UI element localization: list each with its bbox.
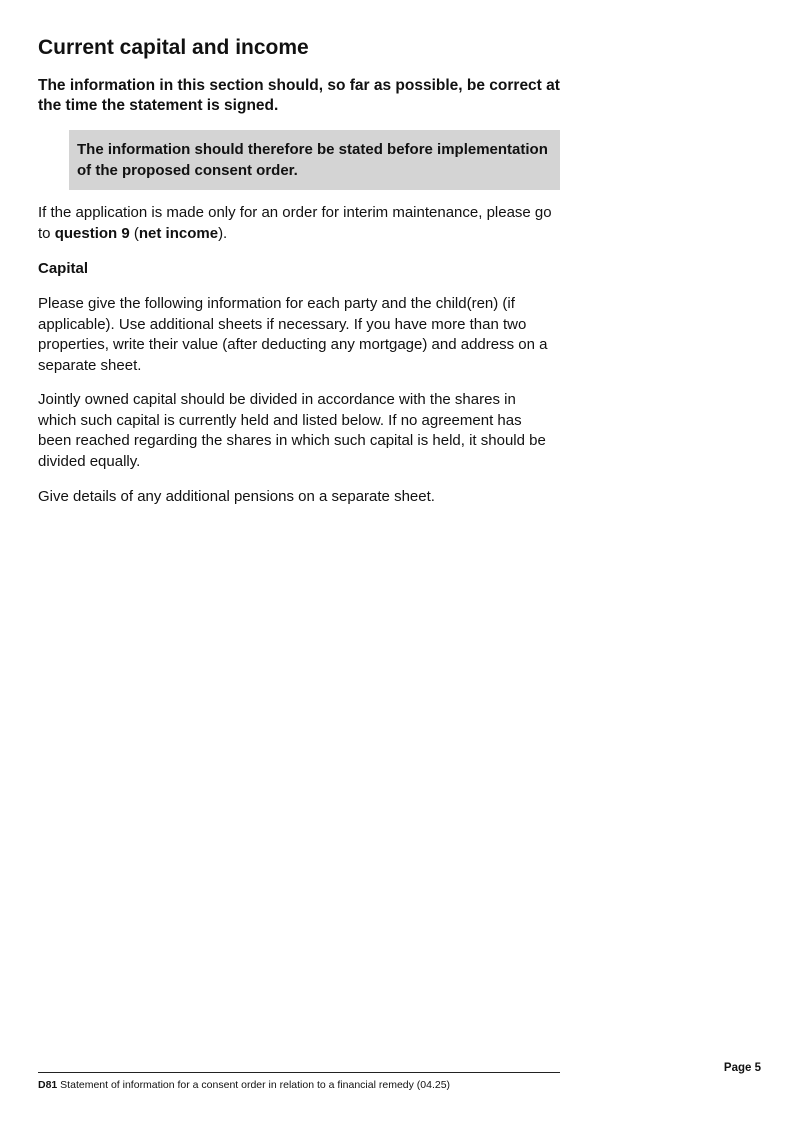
info-callout <box>69 130 560 190</box>
footer-form-info <box>38 1078 450 1092</box>
section-intro: The information in this section should, so far as possible, be correct at the time the statement is signed. <box>38 77 560 114</box>
page-number: Page 5 <box>723 1062 761 1074</box>
form-code: D81 <box>38 1079 58 1091</box>
jointly-owned-capital-note: Jointly owned capital should be divided in accordance with the shares in which such capital is currently held and listed below. If no agreement has been reached regarding the shares in which such capital is held, it should be divided equally. <box>38 391 546 470</box>
callout-text-before: The information should therefore be stated <box>77 141 388 158</box>
paren-close: ). <box>218 224 228 242</box>
capital-instructions: Please give the following information for each party and the child(ren) (if applicable). Use additional sheets if necessary. If you have more than two properties, write their value (after deducting any mortgage) and address on a separate sheet. <box>38 295 548 374</box>
form-title: Statement of information for a consent order in relation to a financial remedy (04.25) <box>57 1079 451 1091</box>
paren-open: ( <box>129 224 139 242</box>
capital-heading: Capital <box>38 260 89 277</box>
callout-emphasis: before <box>387 141 433 158</box>
pensions-note: Give details of any additional pensions on a separate sheet. <box>38 488 435 505</box>
question-reference: question 9 <box>54 224 130 242</box>
interim-note-lead: If the application is made only for an order for interim maintenance, please go to <box>38 204 552 242</box>
interim-maintenance-note <box>38 203 558 244</box>
footer-divider <box>38 1072 560 1073</box>
callout-text-after: implementation of the proposed consent order. <box>77 141 548 179</box>
page-title: Current capital and income <box>38 36 309 59</box>
section-reference: net income <box>138 224 219 242</box>
